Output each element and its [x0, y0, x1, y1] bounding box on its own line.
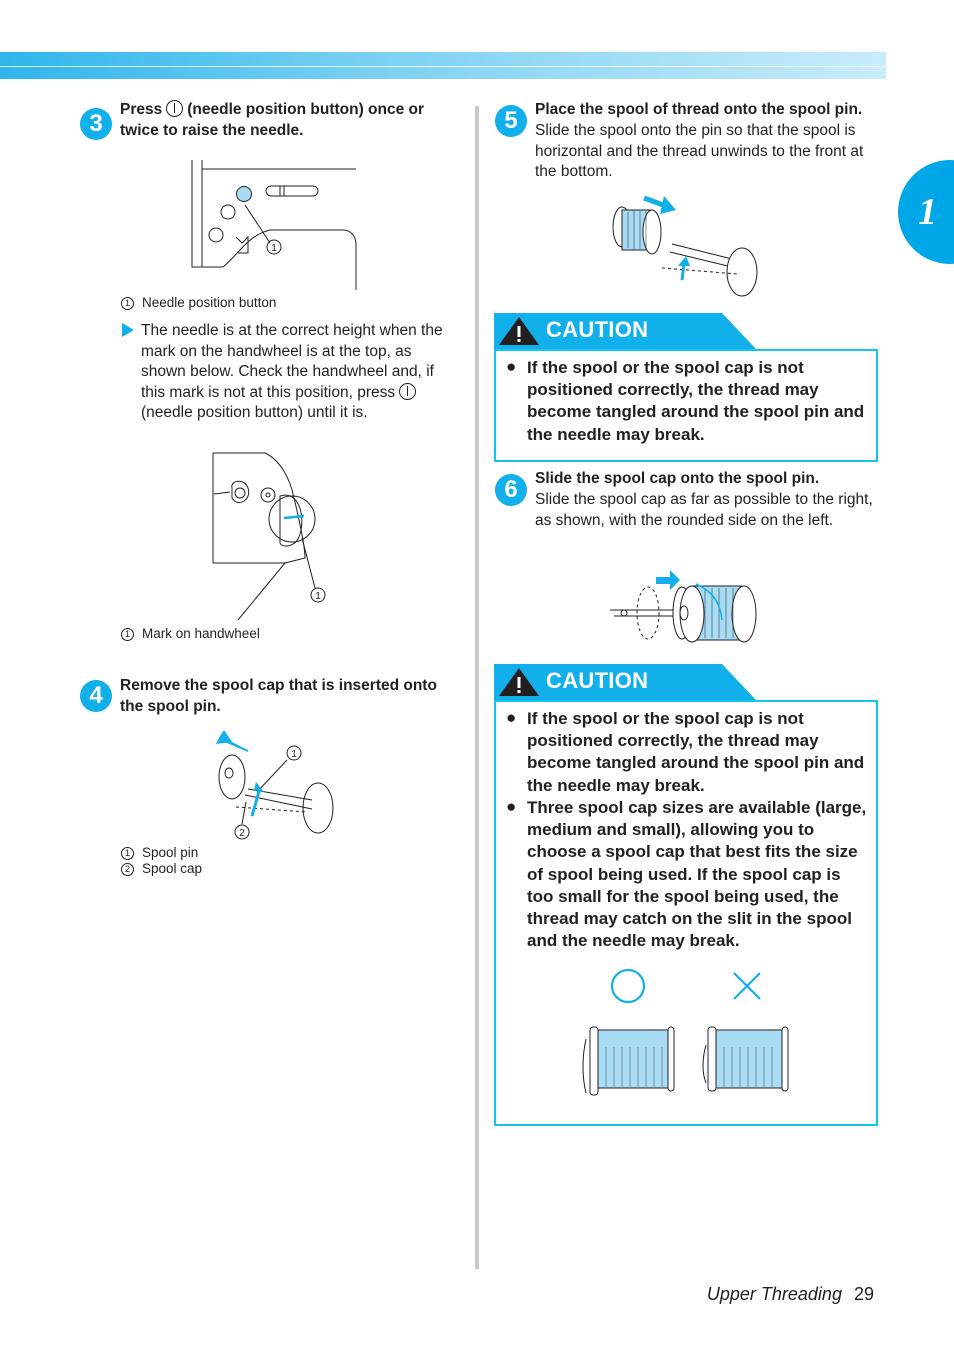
step-number-3: 3 [80, 108, 112, 140]
step-5-body: Slide the spool onto the pin so that the spool is horizontal and the thread unwinds to the front at the bottom. [535, 122, 864, 180]
caution-1-text: If the spool or the spool cap is not positioned correctly, the thread may become tangled around the spool pin and the needle may break. [527, 358, 865, 444]
caution-header-2 [494, 664, 756, 700]
needle-position-icon [166, 100, 183, 117]
caption-number: 1 [121, 297, 134, 310]
svg-text:1: 1 [271, 243, 277, 254]
bullet-icon: ● [506, 357, 517, 376]
svg-text:2: 2 [239, 828, 245, 839]
step-number-5: 5 [495, 105, 527, 137]
svg-text:1: 1 [291, 749, 297, 760]
note-text-2: (needle position button) until it is. [141, 404, 368, 421]
step-number-6: 6 [495, 474, 527, 506]
caption-number: 1 [121, 628, 134, 641]
caption-number: 1 [121, 847, 134, 860]
caption-text: Spool pin [142, 845, 199, 860]
step-3-title-post: (needle position button) once or twice to raise the needle. [120, 101, 425, 139]
incorrect-mark-icon [734, 973, 760, 999]
spool-cap-removal-illustration [212, 732, 342, 842]
caption-number: 2 [121, 863, 134, 876]
step-3-title-pre: Press [120, 101, 163, 118]
note-text-1: The needle is at the correct height when the mark on the handwheel is at the top, as shown below. Check the handwheel and, if this mark is not at this position, press [141, 322, 443, 401]
caution-header-1 [494, 313, 756, 349]
step-5-title: Place the spool of thread onto the spool pin. [535, 101, 863, 118]
step-3-caption-1 [121, 295, 276, 311]
page-number: 29 [853, 1284, 874, 1304]
svg-text:1: 1 [315, 591, 321, 602]
step-6-title: Slide the spool cap onto the spool pin. [535, 470, 820, 487]
caution-2-text-2: Three spool cap sizes are available (large, medium and small), allowing you to choose a spool cap that best fits the size of spool being used. If the spool cap is too small for the spool being used, the thread may catch on the slit in the spool and the needle may break. [527, 798, 867, 951]
page-footer [707, 1284, 874, 1305]
chapter-tab: 1 [898, 160, 954, 264]
header-bar [0, 52, 886, 79]
correct-mark-icon [612, 970, 644, 1002]
step-6-body: Slide the spool cap as far as possible to the right, as shown, with the rounded side on the left. [535, 491, 873, 529]
caution-2-text-1: If the spool or the spool cap is not positioned correctly, the thread may become tangled around the spool pin and the needle may break. [527, 709, 865, 795]
caption-text: Spool cap [142, 861, 203, 876]
spool-cap-slide-illustration [610, 570, 760, 650]
footer-section: Upper Threading [706, 1284, 842, 1304]
bullet-icon: ● [506, 797, 517, 816]
step-3-note [141, 321, 459, 424]
needle-position-icon [399, 383, 416, 400]
handwheel-illustration [210, 448, 340, 623]
correct-incorrect-spool-illustration [576, 967, 836, 1107]
caution-box-1 [494, 349, 878, 462]
step-4-caption-2 [121, 861, 202, 877]
spool-placement-illustration [608, 192, 768, 302]
bullet-icon: ● [506, 708, 517, 727]
column-divider [475, 106, 479, 1269]
step-number-4: 4 [80, 680, 112, 712]
step-4-caption-1 [121, 845, 198, 861]
step-3-caption-2 [121, 626, 260, 642]
caption-text: Mark on handwheel [142, 626, 260, 641]
step-4-title: Remove the spool cap that is inserted onto the spool pin. [120, 677, 437, 715]
caution-label: CAUTION [546, 668, 649, 693]
arrow-right-icon [122, 323, 134, 337]
step-3-title [120, 100, 460, 141]
caption-text: Needle position button [142, 295, 277, 310]
caution-box-2 [494, 700, 878, 1126]
needle-position-button-illustration [178, 155, 358, 295]
caution-label: CAUTION [546, 317, 649, 342]
